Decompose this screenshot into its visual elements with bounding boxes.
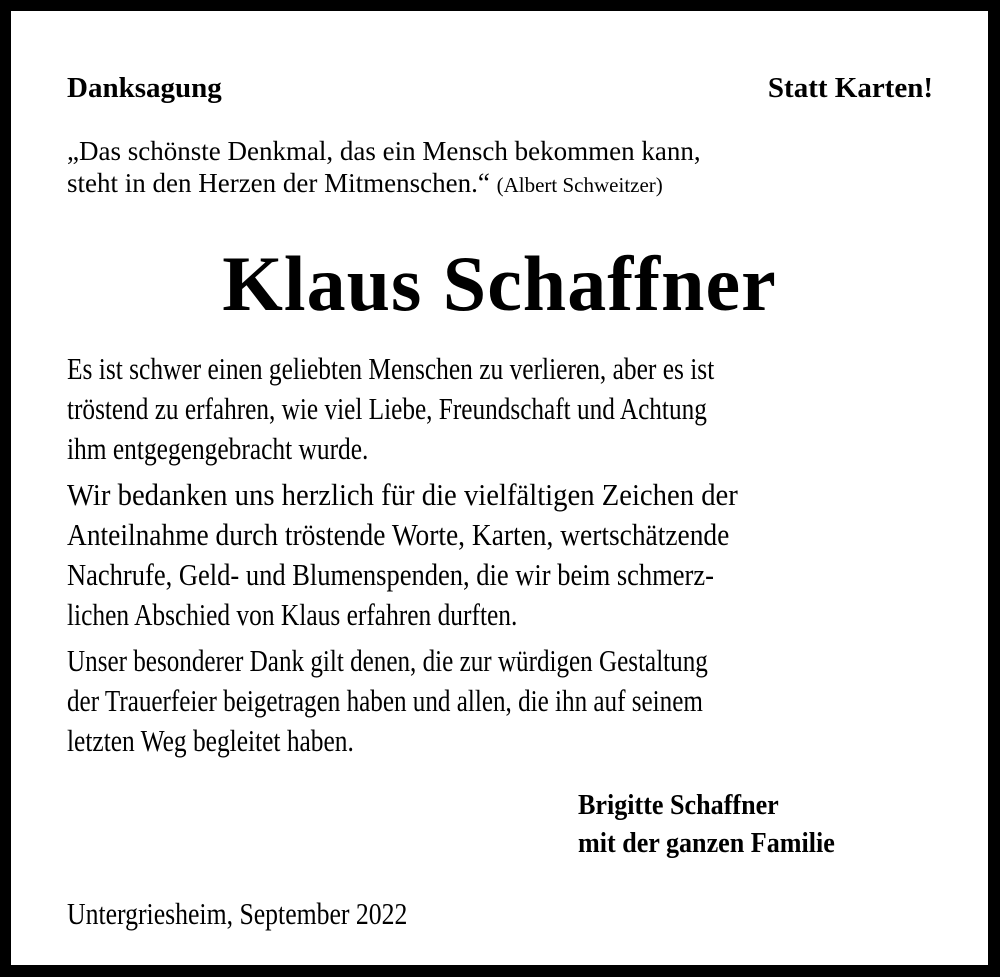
heading-danksagung: Danksagung [67, 72, 222, 104]
text-line: Anteilnahme durch tröstende Worte, Karten, wertschätzende [67, 517, 730, 552]
paragraph-3 [67, 641, 936, 761]
heading-statt-karten: Statt Karten! [767, 72, 933, 104]
text-line: Nachrufe, Geld- und Blumenspenden, die wir beim schmerz- [67, 557, 714, 592]
place-date: Untergriesheim, September 2022 [67, 896, 408, 931]
quote-line-2: steht in den Herzen der Mitmenschen.“ (Albert Schweitzer) [67, 168, 663, 198]
quote-attribution: (Albert Schweitzer) [496, 173, 663, 197]
signature [578, 786, 835, 862]
text-line: der Trauerfeier beigetragen haben und allen, die ihn auf seinem [67, 683, 703, 718]
quote [67, 135, 701, 201]
text-line: letzten Weg begleitet haben. [67, 723, 354, 758]
paragraph-2 [67, 475, 936, 635]
text-line: tröstend zu erfahren, wie viel Liebe, Freundschaft und Achtung [67, 391, 707, 426]
text-line: Unser besonderer Dank gilt denen, die zur würdigen Gestaltung [67, 643, 708, 678]
signature-line-2: mit der ganzen Familie [578, 827, 835, 859]
text-line: ihm entgegengebracht wurde. [67, 431, 369, 466]
paragraph-1 [67, 349, 936, 469]
signature-line-1: Brigitte Schaffner [578, 789, 779, 821]
text-line: lichen Abschied von Klaus erfahren durften. [67, 597, 518, 632]
quote-line-1: „Das schönste Denkmal, das ein Mensch bekommen kann, [67, 136, 701, 166]
deceased-name: Klaus Schaffner [222, 240, 777, 327]
text-line: Es ist schwer einen geliebten Menschen zu verlieren, aber es ist [67, 351, 715, 386]
obituary-card [11, 11, 988, 965]
text-line: Wir bedanken uns herzlich für die vielfältigen Zeichen der [67, 477, 738, 512]
